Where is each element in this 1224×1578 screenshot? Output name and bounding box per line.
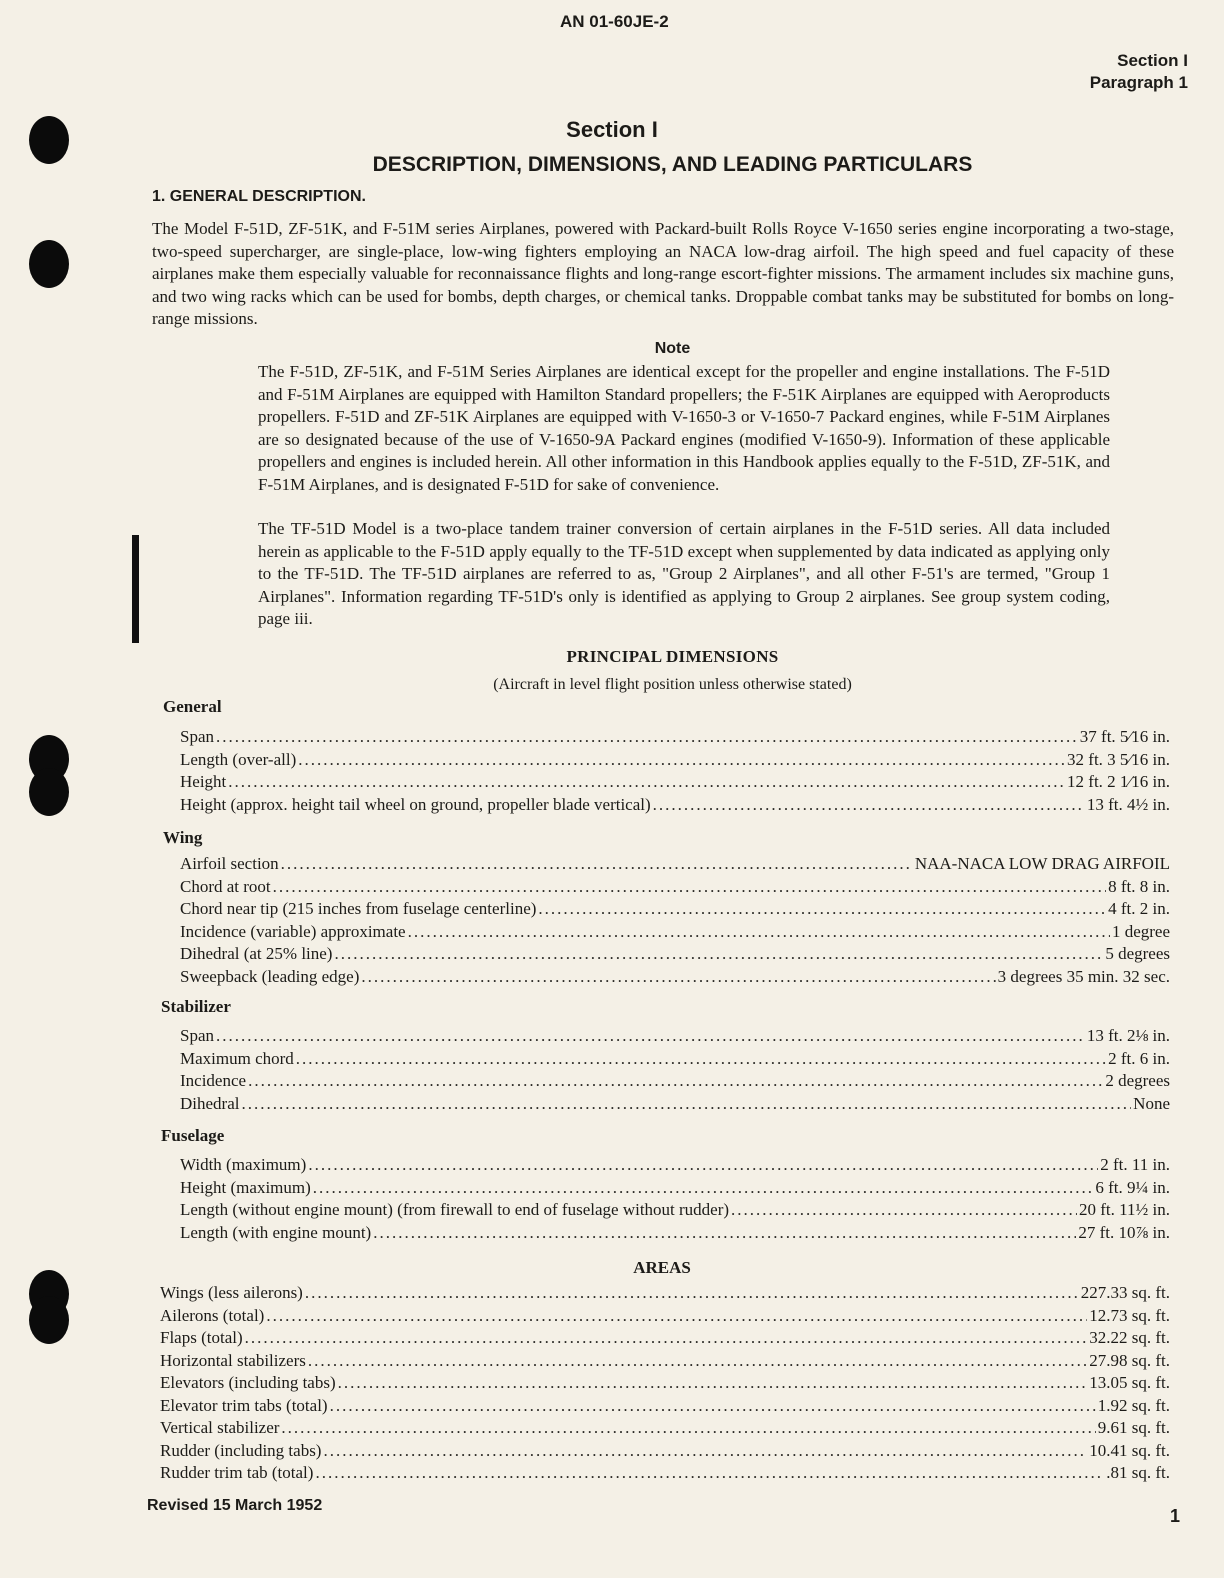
note-paragraph-2: The TF-51D Model is a two-place tandem trainer conversion of certain airplanes in the F-51D series. All data included herein as applicable to the F-51D apply equally to the TF-51D except when supplemented by data indicated as applying only to the TF-51D. The TF-51D airplanes are referred to as, "Group 2 Airplanes", and all other F-51's are termed, "Group 1 Airplanes". Information regarding TF-51D's only is identified as applying to Group 2 airplanes. See group system coding, page iii. (258, 519, 1110, 628)
dotted-leader (334, 943, 1103, 966)
dimension-row (180, 853, 1170, 876)
dimension-row (180, 966, 1170, 989)
dimension-row (160, 1372, 1170, 1395)
dimension-label: Dihedral (180, 1093, 240, 1113)
dotted-leader (323, 1440, 1087, 1463)
dotted-leader (216, 726, 1078, 749)
dotted-leader (216, 1025, 1085, 1048)
dotted-leader (538, 898, 1106, 921)
dimension-value: 6 ft. 9¼ in. (1095, 1177, 1170, 1197)
dimension-row (180, 1222, 1170, 1245)
dimension-label: Height (approx. height tail wheel on ground, propeller blade vertical) (180, 794, 651, 814)
dimension-row (180, 876, 1170, 899)
dimension-row (180, 921, 1170, 944)
binder-hole (29, 1296, 69, 1344)
dotted-leader (361, 966, 995, 989)
dimension-label: Length (over-all) (180, 749, 297, 769)
dimension-label: Span (180, 1026, 214, 1045)
dimension-value: 12 ft. 2 1⁄16 in. (1067, 772, 1170, 791)
dimension-label: Incidence (variable) approximate (180, 921, 406, 941)
dotted-leader (731, 1199, 1077, 1222)
dimension-value: 32.22 sq. ft. (1089, 1328, 1170, 1347)
dimension-label: Maximum chord (180, 1048, 294, 1068)
dimension-value: 2 degrees (1105, 1071, 1170, 1090)
dimension-label: Elevator trim tabs (total) (160, 1395, 328, 1415)
dimension-row (180, 1093, 1170, 1116)
dimension-row (180, 1070, 1170, 1093)
document-id: AN 01-60JE-2 (560, 12, 669, 31)
wing-dimensions-list (180, 853, 1170, 988)
dimension-value: 13 ft. 2⅛ in. (1086, 1026, 1170, 1045)
dimension-label: Rudder (including tabs) (160, 1440, 322, 1460)
dimension-label: Vertical stabilizer (160, 1418, 280, 1437)
dimension-value: 9.61 sq. ft. (1097, 1418, 1170, 1437)
dimension-value: 8 ft. 8 in. (1108, 876, 1170, 896)
page-number: 1 (1169, 1506, 1180, 1526)
dotted-leader (653, 794, 1085, 817)
dimension-value: 10.41 sq. ft. (1089, 1440, 1170, 1460)
dotted-leader (273, 876, 1106, 899)
dotted-leader (330, 1395, 1096, 1418)
dimension-label: Width (maximum) (180, 1155, 307, 1174)
fuselage-dimensions-list (180, 1154, 1170, 1244)
dimension-value: NAA-NACA LOW DRAG AIRFOIL (914, 854, 1170, 873)
dimension-value: 1.92 sq. ft. (1097, 1395, 1170, 1415)
general-dimensions-list (180, 726, 1170, 816)
dotted-leader (308, 1154, 1098, 1177)
dimension-row (180, 771, 1170, 794)
dotted-leader (338, 1372, 1088, 1395)
dimension-value: 5 degrees (1105, 944, 1170, 963)
dotted-leader (245, 1327, 1088, 1350)
dimension-row (160, 1440, 1170, 1463)
dotted-leader (305, 1282, 1079, 1305)
dimension-label: Height (180, 772, 227, 791)
general-description-paragraph: The Model F-51D, ZF-51K, and F-51M series Airplanes, powered with Packard-built Rolls Royce V-1650 series engine incorporating a two-stage, two-speed supercharger, are single-place, low-wing fighters employing an NACA low-drag airfoil. The high speed and fuel capacity of these airplanes make them especially valuable for reconnaissance flights and long-range escort-fighter missions. The armament includes six machine guns, and two wing racks which can be used for bombs, depth charges, or chemical tanks. Droppable combat tanks may be substituted for bombs on long-range missions. (152, 219, 1174, 328)
dotted-leader (373, 1222, 1076, 1245)
dimension-value: 2 ft. 11 in. (1100, 1155, 1170, 1174)
section-subtitle: DESCRIPTION, DIMENSIONS, AND LEADING PARTICULARS (372, 153, 973, 176)
dimension-label: Ailerons (total) (160, 1305, 265, 1325)
dimension-value: 3 degrees 35 min. 32 sec. (997, 966, 1170, 986)
dimension-value: 13.05 sq. ft. (1089, 1373, 1170, 1392)
dimension-row (180, 794, 1170, 817)
revision-date: Revised 15 March 1952 (147, 1497, 323, 1514)
binder-hole (29, 240, 69, 288)
dimension-row (160, 1350, 1170, 1373)
dotted-leader (228, 771, 1065, 794)
dotted-leader (308, 1350, 1087, 1373)
dotted-leader (281, 853, 913, 876)
dimension-label: Rudder trim tab (total) (160, 1463, 314, 1482)
dimension-label: Height (maximum) (180, 1177, 311, 1197)
dimension-label: Chord near tip (215 inches from fuselage centerline) (180, 899, 537, 918)
dotted-leader (408, 921, 1110, 944)
dimension-row (180, 1025, 1170, 1048)
stabilizer-dimensions-list (180, 1025, 1170, 1115)
dimension-value: 1 degree (1111, 921, 1170, 941)
dimension-label: Dihedral (at 25% line) (180, 944, 333, 963)
dimension-row (180, 1177, 1170, 1200)
dimension-row (180, 726, 1170, 749)
note-heading: Note (654, 340, 691, 357)
dimension-label: Flaps (total) (160, 1328, 243, 1347)
dimension-row (180, 1048, 1170, 1071)
section-reference (1090, 50, 1188, 94)
principal-dimensions-subheading: (Aircraft in level flight position unless otherwise stated) (493, 676, 852, 693)
dotted-leader (248, 1070, 1103, 1093)
dimension-label: Horizontal stabilizers (160, 1350, 306, 1370)
section-label: Section I (1117, 51, 1188, 70)
dimension-row (160, 1462, 1170, 1485)
dimension-value: 37 ft. 5⁄16 in. (1079, 727, 1170, 746)
dimension-label: Chord at root (180, 876, 271, 896)
dimension-row (180, 898, 1170, 921)
dimension-row (160, 1395, 1170, 1418)
areas-heading: AREAS (633, 1258, 691, 1277)
wing-group-heading: Wing (163, 828, 203, 847)
stabilizer-group-heading: Stabilizer (161, 997, 231, 1016)
fuselage-group-heading: Fuselage (161, 1126, 225, 1145)
dimension-value: 27.98 sq. ft. (1089, 1350, 1170, 1370)
dimension-row (160, 1282, 1170, 1305)
general-description-heading: 1. GENERAL DESCRIPTION. (152, 188, 366, 205)
dimension-label: Length (without engine mount) (from firewall to end of fuselage without rudder) (180, 1200, 730, 1219)
dotted-leader (281, 1417, 1095, 1440)
dotted-leader (266, 1305, 1087, 1328)
dimension-label: Wings (less ailerons) (160, 1283, 303, 1302)
dimension-label: Length (with engine mount) (180, 1222, 372, 1242)
dotted-leader (313, 1177, 1094, 1200)
dimension-value: .81 sq. ft. (1106, 1463, 1170, 1482)
dimension-row (180, 1199, 1170, 1222)
dotted-leader (296, 1048, 1106, 1071)
dimension-label: Sweepback (leading edge) (180, 966, 360, 986)
binder-hole (29, 768, 69, 816)
dimension-value: None (1133, 1093, 1170, 1113)
section-title: Section I (566, 117, 658, 142)
dimension-label: Elevators (including tabs) (160, 1373, 336, 1392)
dimension-row (160, 1417, 1170, 1440)
dimension-value: 32 ft. 3 5⁄16 in. (1067, 749, 1170, 769)
dimension-label: Incidence (180, 1071, 247, 1090)
dimension-value: 13 ft. 4½ in. (1086, 794, 1170, 814)
dimension-value: 20 ft. 11½ in. (1079, 1200, 1170, 1219)
note-paragraph-1: The F-51D, ZF-51K, and F-51M Series Airplanes are identical except for the propeller and engine installations. The F-51D and F-51M Airplanes are equipped with Hamilton Standard propellers; the F-51K Airplanes are equipped with Aeroproducts propellers. F-51D and ZF-51K Airplanes are equipped with V-1650-3 or V-1650-7 Packard engines, while F-51M Airplanes are so designated because of the use of V-1650-9A Packard engines (modified V-1650-9). Information of these applicable propellers and engines is included herein. All other information in this Handbook applies equally to the F-51D, ZF-51K, and F-51M Airplanes, and is designated F-51D for sake of convenience. (258, 362, 1110, 494)
dotted-leader (241, 1093, 1131, 1116)
dotted-leader (315, 1462, 1104, 1485)
dimension-row (180, 749, 1170, 772)
dimension-value: 4 ft. 2 in. (1108, 899, 1170, 918)
dimension-row (180, 1154, 1170, 1177)
principal-dimensions-heading: PRINCIPAL DIMENSIONS (566, 647, 779, 666)
dimension-value: 2 ft. 6 in. (1108, 1048, 1170, 1068)
dimension-value: 27 ft. 10⅞ in. (1078, 1222, 1170, 1242)
paragraph-label: Paragraph 1 (1089, 73, 1188, 92)
dimension-label: Airfoil section (180, 854, 279, 873)
dimension-label: Span (180, 727, 214, 746)
areas-list (160, 1282, 1170, 1485)
revision-change-bar (132, 535, 139, 643)
dimension-value: 227.33 sq. ft. (1080, 1283, 1170, 1302)
dimension-row (180, 943, 1170, 966)
dimension-row (160, 1305, 1170, 1328)
dimension-row (160, 1327, 1170, 1350)
dimension-value: 12.73 sq. ft. (1089, 1305, 1170, 1325)
general-group-heading: General (163, 697, 222, 716)
dotted-leader (298, 749, 1065, 772)
